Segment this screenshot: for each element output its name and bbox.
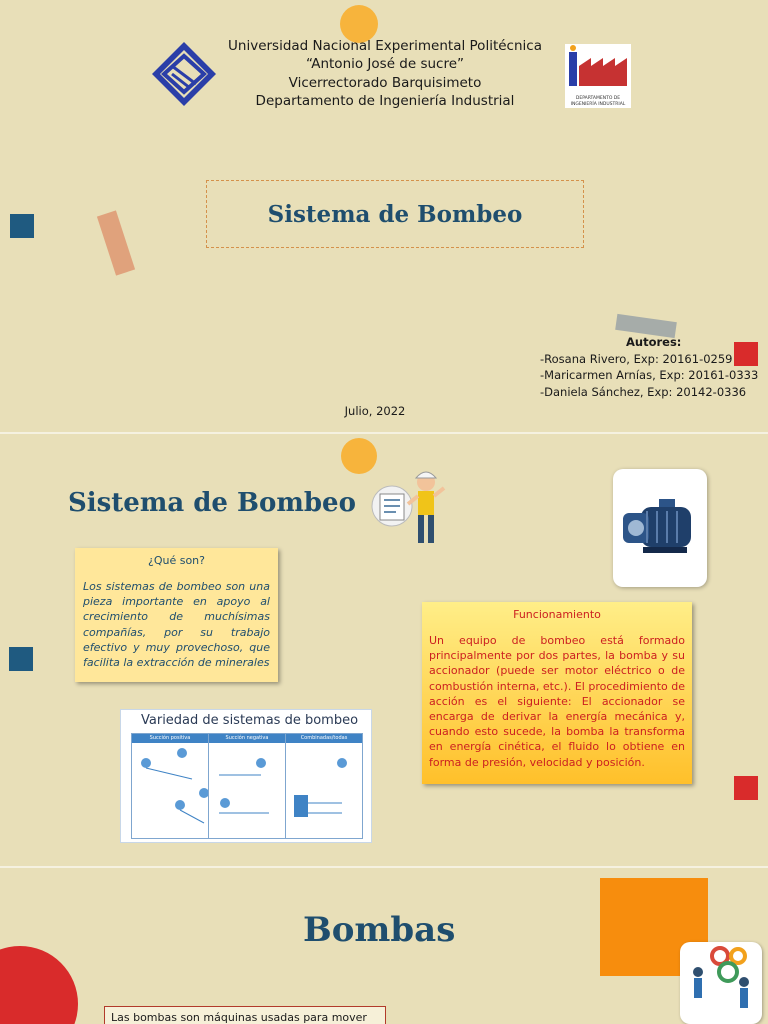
header-line-1: Universidad Nacional Experimental Politécnica [228, 38, 542, 54]
navy-square-decoration [10, 214, 34, 238]
water-pump-image [613, 469, 707, 587]
section-title: Sistema de Bombeo [68, 488, 356, 518]
functioning-body: Un equipo de bombeo está formado principalmente por dos partes, la bomba y su accionador (puede ser motor eléctrico o de combustión interna, etc.). El procedimiento de acción es el siguiente: El accionador se encarga de derivar la energía mecánica y, cuando esto sucede, la bomba la transforma en energía cinética, el fluido lo obtiene en forma de presión, velocidad y posición. [429, 634, 685, 769]
pumps-title: Bombas [303, 910, 456, 950]
slide-pumping-system [0, 434, 768, 866]
diagram-column-2 [209, 734, 286, 838]
what-are-card [75, 548, 278, 682]
slide-cover [0, 0, 768, 432]
functioning-title: Funcionamiento [513, 608, 601, 621]
title-box [206, 180, 584, 248]
author-3: -Daniela Sánchez, Exp: 20142-0336 [540, 384, 747, 399]
diagram-column-2-header: Succión negativa [209, 734, 285, 743]
department-logo-text: DEPARTAMENTO DE INGENIERÍA INDUSTRIAL [570, 96, 626, 107]
navy-square-decoration [9, 647, 33, 671]
tape-decoration [97, 210, 135, 275]
header-line-4: Departamento de Ingeniería Industrial [255, 93, 515, 109]
pumps-text: Las bombas son máquinas usadas para mover [111, 1011, 367, 1024]
authors-block [540, 334, 760, 400]
pumps-text-box [104, 1006, 386, 1024]
gears-illustration [680, 942, 762, 1024]
engineer-illustration [370, 464, 450, 550]
author-1: -Rosana Rivero, Exp: 20161-0259 [540, 351, 733, 366]
red-square-decoration [734, 776, 758, 800]
diagram-column-1-header: Succión positiva [132, 734, 208, 743]
red-circle-decoration [0, 946, 78, 1024]
author-2: -Maricarmen Arnías, Exp: 20161-0333 [540, 368, 759, 382]
diagram-column-3-header: Combinadas/todas [286, 734, 362, 743]
header-line-3: Vicerrectorado Barquisimeto [288, 75, 482, 91]
diagram-title: Variedad de sistemas de bombeo [141, 713, 359, 728]
what-are-title: ¿Qué son? [147, 554, 205, 567]
functioning-card [422, 602, 692, 784]
header-line-2: “Antonio José de sucre” [305, 56, 465, 72]
cover-date: Julio, 2022 [344, 404, 406, 418]
cover-title: Sistema de Bombeo [267, 200, 523, 228]
slide-pumps [0, 868, 768, 1024]
what-are-body: Los sistemas de bombeo son una pieza importante en apoyo al crecimiento de muchísimas compañías, por su trabajo efectivo y muy provechoso, que facilita la extracción de minerales [83, 580, 270, 670]
authors-label: Autores: [626, 335, 682, 349]
diagram-column-3 [286, 734, 362, 838]
pump-photo-card [613, 469, 707, 587]
diagram-column-1 [132, 734, 209, 838]
pump-systems-diagram [120, 709, 372, 843]
department-logo [565, 44, 631, 108]
